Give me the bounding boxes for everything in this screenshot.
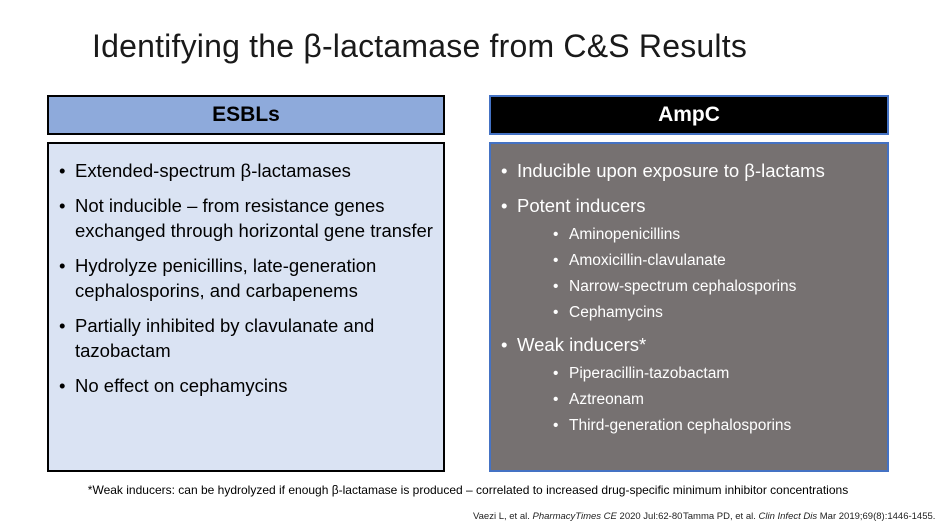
citation-journal: Clin Infect Dis bbox=[758, 511, 818, 522]
ampc-item-text: Potent inducers bbox=[517, 195, 646, 216]
citation-tamma bbox=[683, 511, 935, 522]
weak-inducers-list bbox=[517, 361, 879, 439]
ampc-item-text: Inducible upon exposure to β-lactams bbox=[517, 160, 825, 181]
ampc-panel bbox=[489, 142, 889, 472]
sub-item: • Narrow-spectrum cephalosporins bbox=[517, 274, 879, 300]
sub-item: • Amoxicillin-clavulanate bbox=[517, 248, 879, 274]
citation-authors: Tamma PD, et al. bbox=[683, 511, 759, 522]
citation-details: Mar 2019;69(8):1446-1455. bbox=[817, 511, 936, 522]
esbl-panel bbox=[47, 142, 445, 472]
esbl-header bbox=[47, 95, 445, 135]
sub-item: • Piperacillin-tazobactam bbox=[517, 361, 879, 387]
ampc-list bbox=[499, 158, 879, 439]
esbl-item: • Partially inhibited by clavulanate and tazobactam bbox=[57, 313, 435, 363]
esbl-list bbox=[57, 158, 435, 398]
potent-inducers-list bbox=[517, 222, 879, 326]
sub-item: • Third-generation cephalosporins bbox=[517, 413, 879, 439]
citation-journal: PharmacyTimes CE bbox=[532, 511, 617, 522]
slide-title: Identifying the β-lactamase from C&S Results bbox=[92, 28, 748, 64]
ampc-header bbox=[489, 95, 889, 135]
sub-item: • Aztreonam bbox=[517, 387, 879, 413]
ampc-item bbox=[499, 158, 879, 183]
citation-authors: Vaezi L, et al. bbox=[473, 511, 533, 522]
esbl-heading: ESBLs bbox=[212, 103, 280, 126]
esbl-item: • Extended-spectrum β-lactamases bbox=[57, 158, 435, 183]
esbl-item: • Not inducible – from resistance genes exchanged through horizontal gene transfer bbox=[57, 193, 435, 243]
citation-details: 2020 Jul:62-80 bbox=[616, 511, 683, 522]
ampc-item bbox=[499, 332, 879, 439]
footnote: *Weak inducers: can be hydrolyzed if enough β-lactamase is produced – correlated to increased drug-specific minimum inhibitor concentrations bbox=[87, 483, 849, 497]
sub-item: • Aminopenicillins bbox=[517, 222, 879, 248]
citation-vaezi bbox=[473, 511, 682, 522]
ampc-heading: AmpC bbox=[658, 103, 720, 126]
ampc-item bbox=[499, 193, 879, 326]
sub-item: • Cephamycins bbox=[517, 300, 879, 326]
ampc-item-text: Weak inducers* bbox=[517, 334, 647, 355]
esbl-item: • No effect on cephamycins bbox=[57, 373, 435, 398]
esbl-item: • Hydrolyze penicillins, late-generation cephalosporins, and carbapenems bbox=[57, 253, 435, 303]
